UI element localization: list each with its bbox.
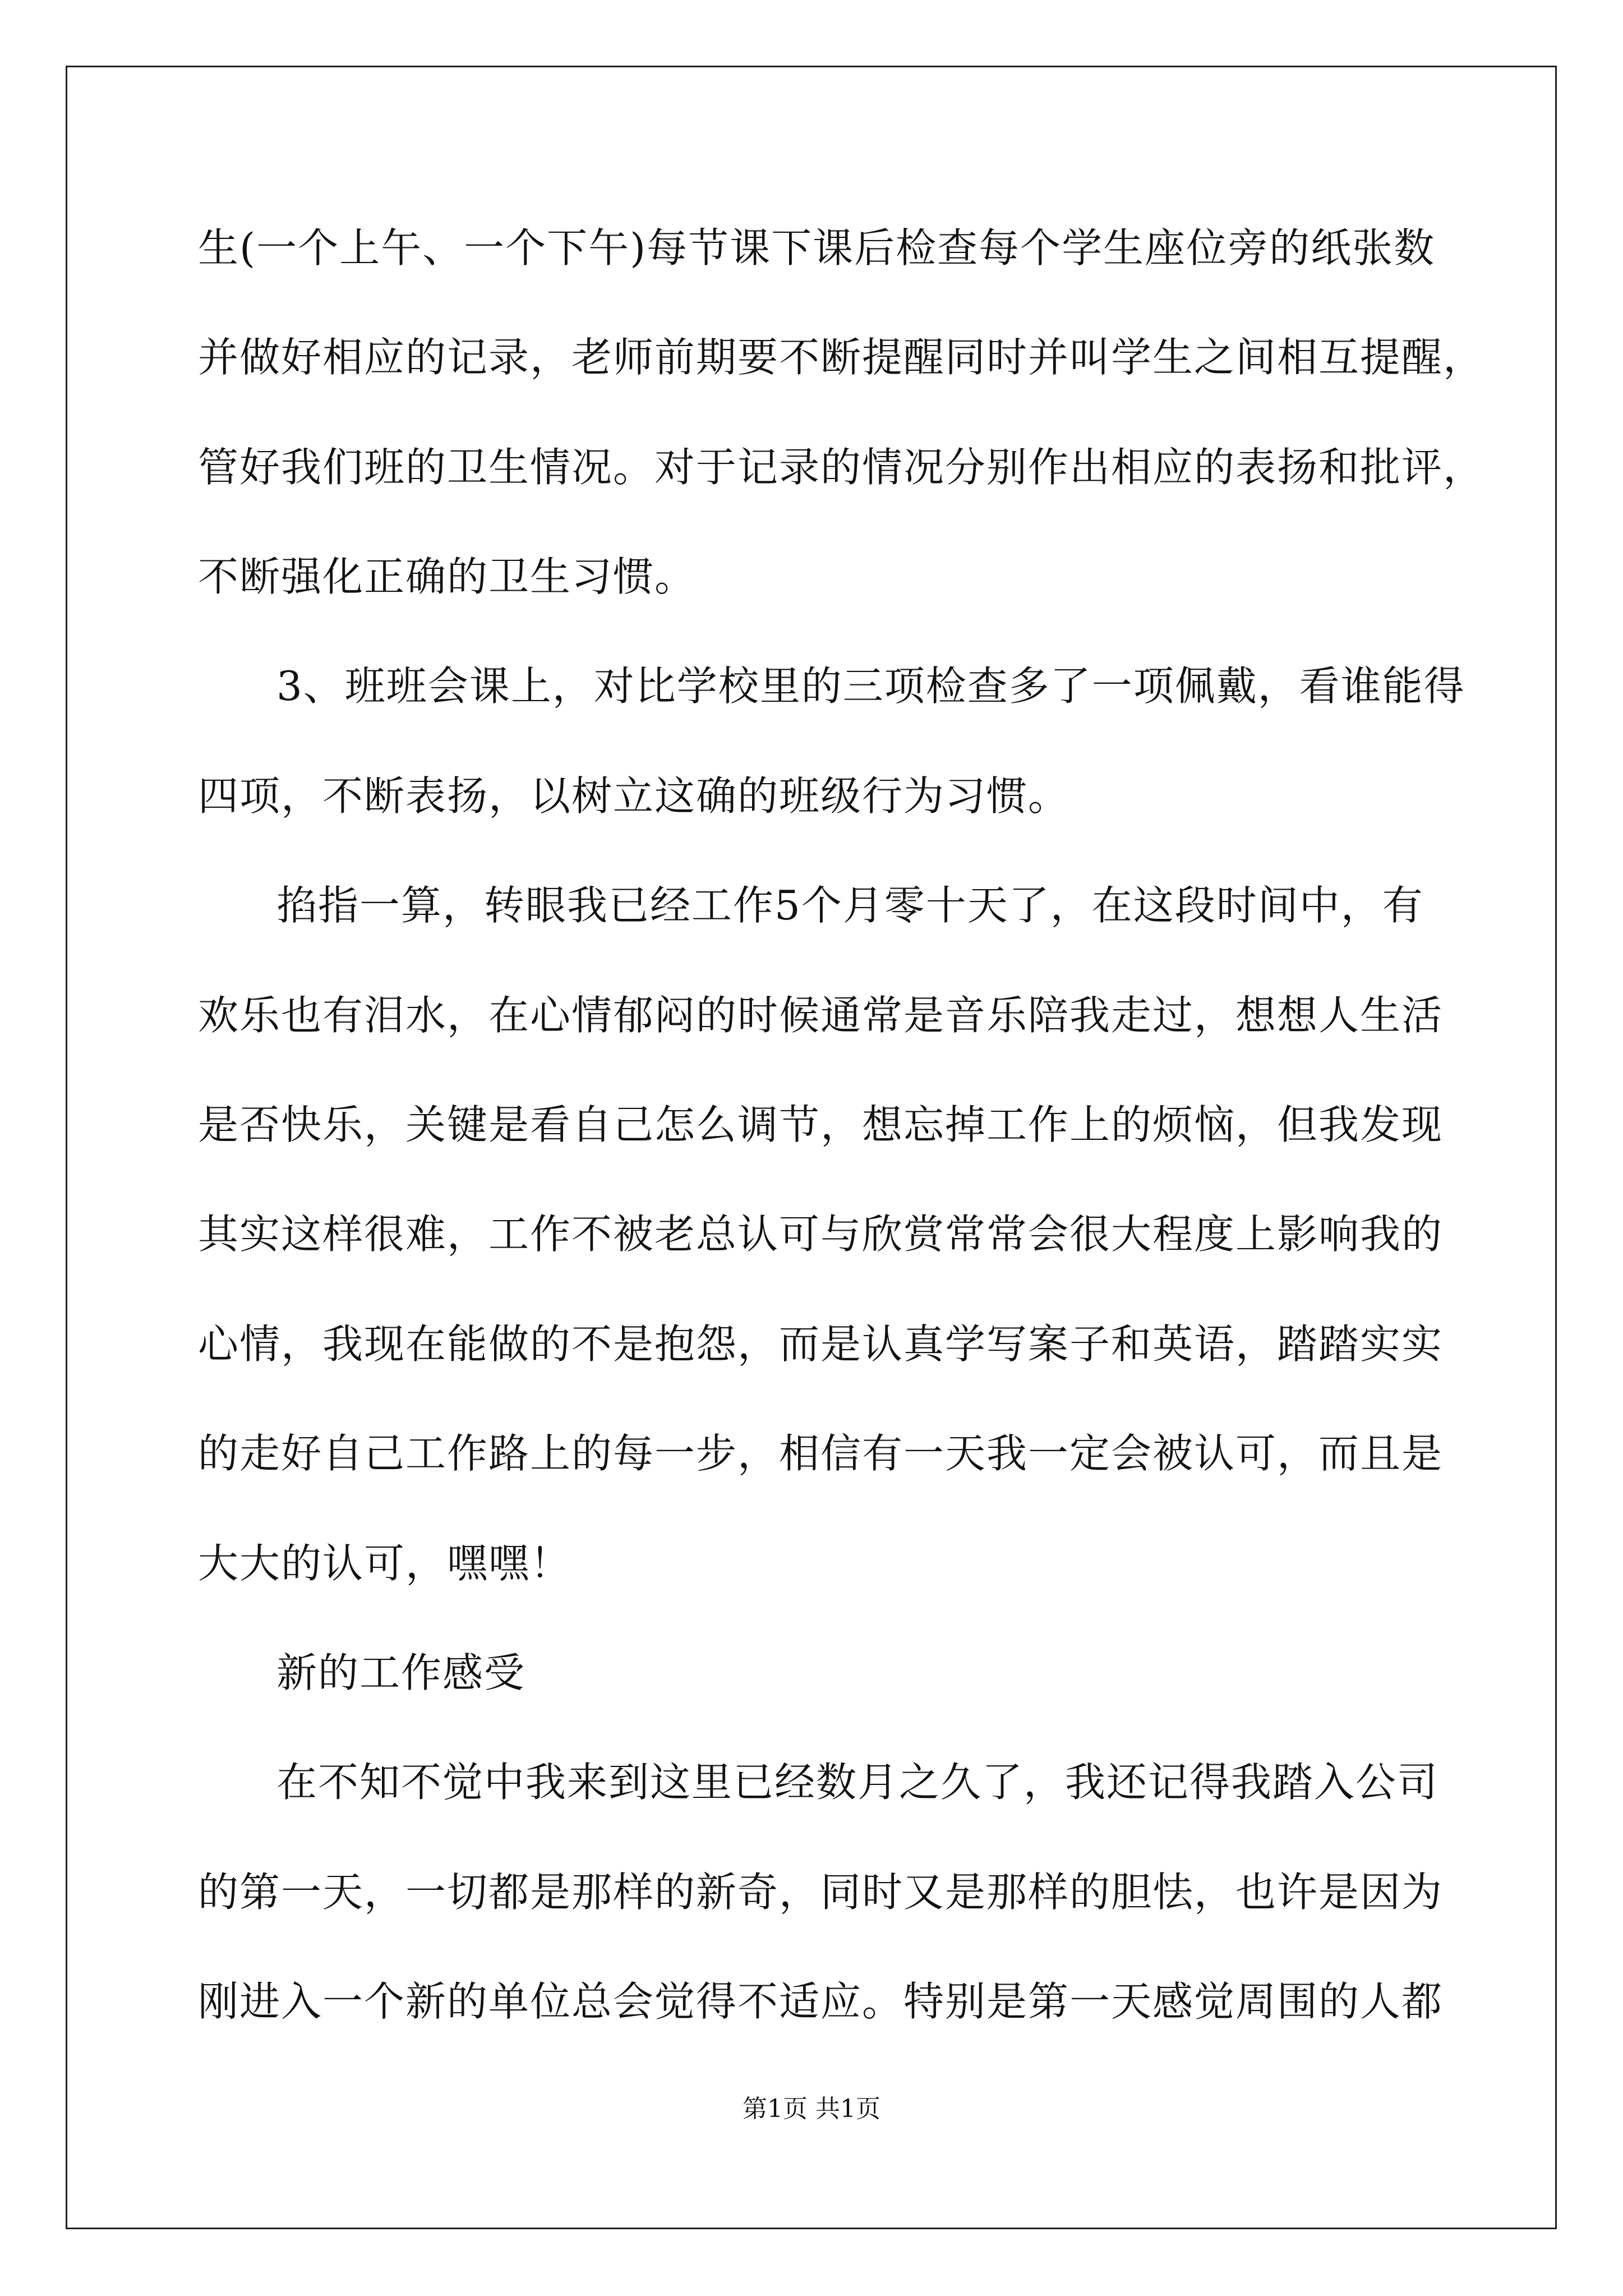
page-footer: 第1页 共1页	[743, 2095, 880, 2123]
text-line: 不断强化正确的卫生习惯。	[198, 553, 697, 600]
paragraph-start-line: 在不知不觉中我来到这里已经数月之久了，我还记得我踏入公司	[276, 1759, 1439, 1806]
text-line: 并做好相应的记录，老师前期要不断提醒同时并叫学生之间相互提醒，	[198, 334, 1485, 381]
text-line: 刚进入一个新的单位总会觉得不适应。特别是第一天感觉周围的人都	[198, 1978, 1444, 2025]
text-line: 欢乐也有泪水，在心情郁闷的时候通常是音乐陪我走过，想想人生活	[198, 992, 1444, 1039]
text-line: 大大的认可，嘿嘿！	[198, 1540, 572, 1587]
paragraph-start-line: 掐指一算，转眼我已经工作5个月零十天了，在这段时间中，有	[276, 882, 1424, 929]
text-line: 其实这样很难，工作不被老总认可与欣赏常常会很大程度上影响我的	[198, 1211, 1444, 1258]
text-line: 的走好自己工作路上的每一步，相信有一天我一定会被认可，而且是	[198, 1430, 1444, 1477]
text-line: 管好我们班的卫生情况。对于记录的情况分别作出相应的表扬和批评，	[198, 444, 1485, 491]
text-line: 是否快乐，关键是看自己怎么调节，想忘掉工作上的烦恼，但我发现	[198, 1101, 1444, 1148]
paragraph-start-line: 3、班班会课上，对比学校里的三项检查多了一项佩戴，看谁能得	[276, 662, 1465, 710]
section-heading: 新的工作感受	[276, 1649, 526, 1696]
text-line: 心情，我现在能做的不是抱怨，而是认真学写案子和英语，踏踏实实	[198, 1320, 1444, 1368]
text-line: 四项，不断表扬，以树立这确的班级行为习惯。	[198, 772, 1070, 820]
text-line: 的第一天，一切都是那样的新奇，同时又是那样的胆怯，也许是因为	[198, 1869, 1444, 1916]
text-line: 生(一个上午、一个下午)每节课下课后检查每个学生座位旁的纸张数	[198, 224, 1436, 272]
